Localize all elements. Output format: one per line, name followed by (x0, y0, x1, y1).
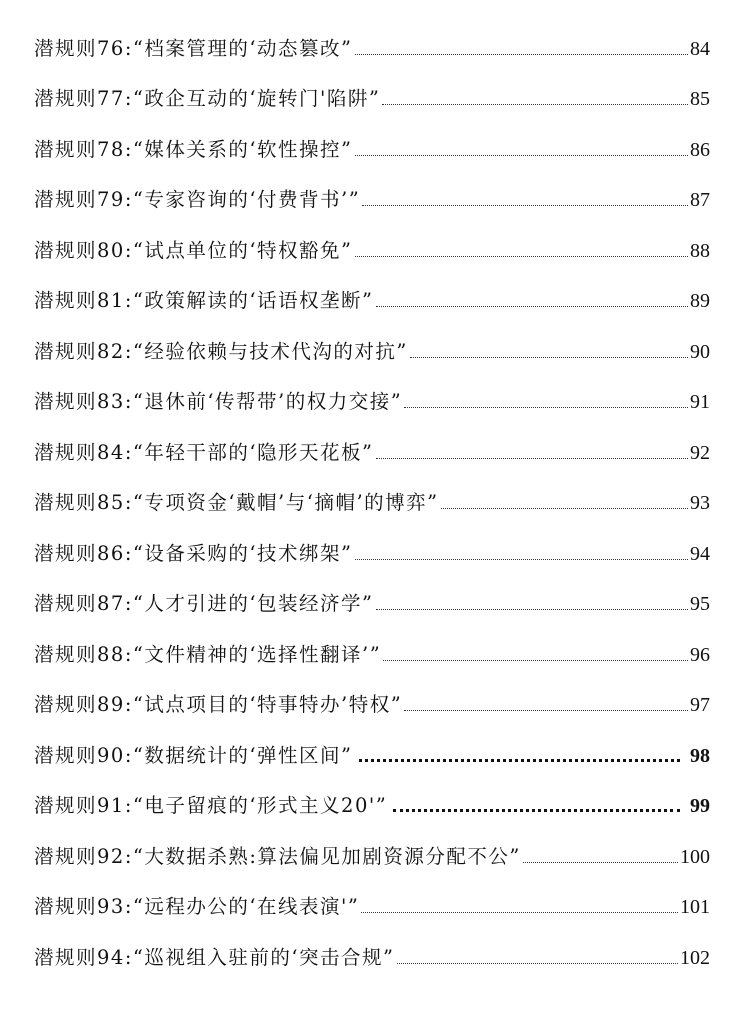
toc-entry-86[interactable] (34, 515, 710, 566)
toc-page-number[interactable]: 89 (690, 290, 710, 312)
toc-entry-90[interactable] (34, 717, 710, 768)
toc-entry-title[interactable]: 潜规则80:“试点单位的‘特权豁免” (34, 238, 353, 262)
toc-entry-83[interactable] (34, 364, 710, 415)
toc-entry-81[interactable] (34, 263, 710, 314)
toc-entry-84[interactable] (34, 414, 710, 465)
toc-entry-title[interactable]: 潜规则94:“巡视组入驻前的‘突击合规” (34, 945, 395, 969)
table-of-contents (34, 10, 710, 970)
dot-leader (355, 256, 688, 257)
toc-page-number[interactable]: 86 (690, 138, 710, 161)
toc-page-number[interactable]: 101 (680, 896, 710, 918)
toc-entry-76[interactable] (34, 10, 710, 61)
toc-entry-title[interactable]: 潜规则92:“大数据杀熟:算法偏见加剧资源分配不公” (34, 844, 521, 868)
toc-entry-title[interactable]: 潜规则93:“远程办公的‘在线表演'” (34, 895, 360, 918)
toc-entry-88[interactable] (34, 616, 710, 667)
toc-entry-title[interactable]: 潜规则84:“年轻干部的‘隐形天花板” (34, 440, 374, 464)
toc-entry-title[interactable]: 潜规则77:“政企互动的‘旋转门'陷阱” (34, 87, 381, 110)
toc-page-number[interactable]: 90 (690, 340, 710, 363)
dot-leader (355, 155, 688, 156)
toc-entry-title[interactable]: 潜规则86:“设备采购的‘技术绑架” (34, 541, 353, 565)
dot-leader (376, 609, 688, 610)
toc-page-number[interactable]: 96 (690, 643, 710, 666)
toc-entry-title[interactable]: 潜规则89:“试点项目的‘特事特办’特权” (34, 693, 403, 716)
dot-leader (404, 407, 688, 408)
toc-page-number[interactable]: 98 (690, 744, 710, 767)
dot-leader (359, 759, 680, 762)
toc-entry-87[interactable] (34, 566, 710, 617)
toc-entry-title[interactable]: 潜规则85:“专项资金‘戴帽’与‘摘帽’的博弈” (34, 491, 439, 514)
dot-leader (376, 458, 688, 459)
dot-leader (393, 809, 680, 812)
toc-entry-title[interactable]: 潜规则81:“政策解读的‘话语权垄断” (34, 289, 374, 312)
toc-entry-title[interactable]: 潜规则91:“电子留痕的‘形式主义20'” (34, 794, 388, 817)
dot-leader (441, 508, 688, 509)
toc-page-number[interactable]: 99 (690, 795, 710, 817)
dot-leader (383, 660, 688, 661)
toc-entry-89[interactable] (34, 667, 710, 718)
toc-entry-title[interactable]: 潜规则82:“经验依赖与技术代沟的对抗” (34, 339, 408, 363)
dot-leader (404, 710, 688, 711)
toc-entry-93[interactable] (34, 869, 710, 920)
toc-entry-85[interactable] (34, 465, 710, 516)
dot-leader (397, 963, 678, 964)
toc-entry-94[interactable] (34, 919, 710, 970)
toc-page-number[interactable]: 92 (690, 441, 710, 464)
toc-entry-78[interactable] (34, 111, 710, 162)
toc-entry-title[interactable]: 潜规则78:“媒体关系的‘软性操控” (34, 137, 353, 161)
toc-page-number[interactable]: 95 (690, 593, 710, 615)
toc-entry-92[interactable] (34, 818, 710, 869)
toc-entry-title[interactable]: 潜规则83:“退休前‘传帮带’的权力交接” (34, 390, 403, 413)
toc-page-number[interactable]: 97 (690, 694, 710, 716)
toc-entry-title[interactable]: 潜规则87:“人才引进的‘包装经济学” (34, 592, 374, 615)
toc-entry-79[interactable] (34, 162, 710, 213)
dot-leader (361, 912, 678, 913)
toc-page-number[interactable]: 94 (690, 542, 710, 565)
dot-leader (523, 862, 678, 863)
toc-entry-82[interactable] (34, 313, 710, 364)
toc-entry-77[interactable] (34, 61, 710, 112)
dot-leader (382, 104, 688, 105)
dot-leader (410, 357, 688, 358)
toc-page-number[interactable]: 93 (690, 492, 710, 514)
toc-entry-80[interactable] (34, 212, 710, 263)
toc-page-number[interactable]: 91 (690, 391, 710, 413)
toc-entry-title[interactable]: 潜规则79:“专家咨询的‘付费背书’” (34, 188, 361, 211)
toc-page-number[interactable]: 87 (690, 189, 710, 211)
toc-entry-title[interactable]: 潜规则76:“档案管理的‘动态篡改” (34, 36, 353, 60)
toc-page-number[interactable]: 100 (680, 845, 710, 868)
toc-page-number[interactable]: 84 (690, 37, 710, 60)
toc-entry-91[interactable] (34, 768, 710, 819)
dot-leader (355, 54, 688, 55)
toc-entry-title[interactable]: 潜规则88:“文件精神的‘选择性翻译’” (34, 642, 382, 666)
toc-page-number[interactable]: 85 (690, 88, 710, 110)
dot-leader (362, 205, 688, 206)
dot-leader (376, 306, 688, 307)
dot-leader (355, 559, 688, 560)
toc-entry-title[interactable]: 潜规则90:“数据统计的‘弹性区间” (34, 743, 353, 767)
toc-page-number[interactable]: 102 (680, 946, 710, 969)
toc-page-number[interactable]: 88 (690, 239, 710, 262)
